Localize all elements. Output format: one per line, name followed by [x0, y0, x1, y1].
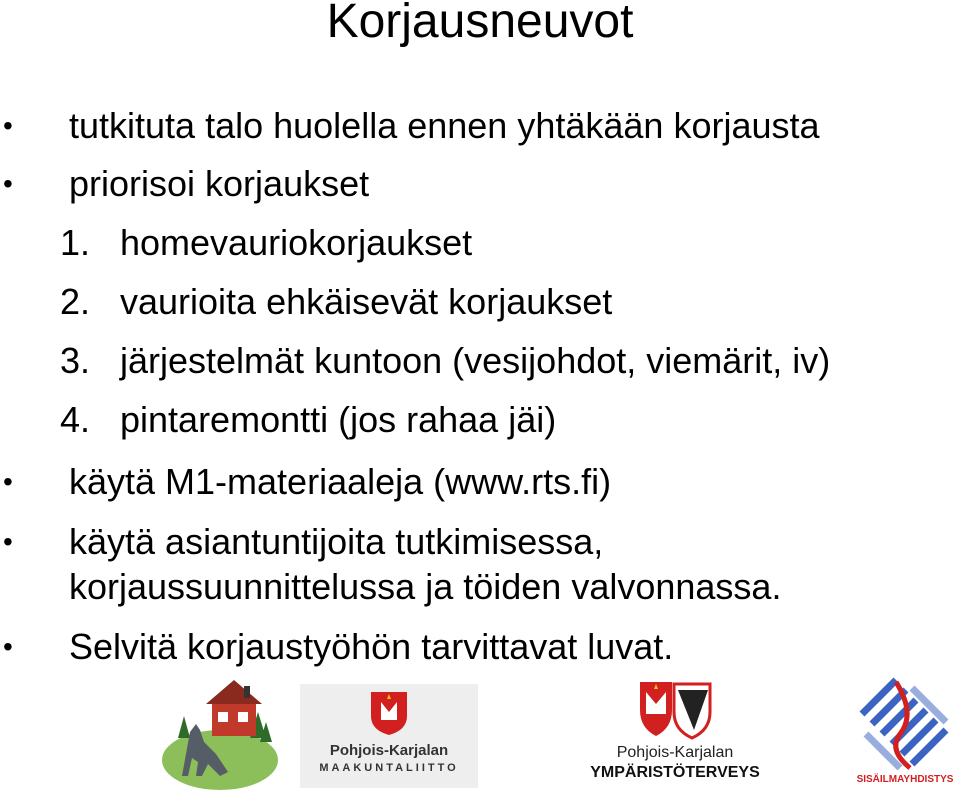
wolf-cabin-logo — [160, 672, 280, 790]
priority-item: vaurioita ehkäisevät korjaukset — [120, 281, 613, 322]
sisailma-name: SISÄILMAYHDISTYS — [856, 774, 954, 785]
priority-number: 4. — [60, 399, 91, 440]
slide-title: Korjausneuvot — [326, 0, 634, 48]
maakuntaliitto-sub: MAAKUNTALIITTO — [319, 762, 459, 774]
maakuntaliitto-logo — [300, 684, 478, 788]
bullet-dot: • — [3, 168, 13, 199]
bullet-item: käytä asiantuntijoita tutkimisessa, — [69, 521, 604, 562]
bullet-dot: • — [3, 526, 13, 557]
coat-of-arms-icon — [638, 680, 712, 742]
maakuntaliitto-name: Pohjois-Karjalan — [329, 742, 449, 759]
ymparistoterveys-name: Pohjois-Karjalan — [616, 744, 734, 761]
ymparistoterveys-sub: YMPÄRISTÖTERVEYS — [590, 764, 760, 781]
bullet-item: Selvitä korjaustyöhön tarvittavat luvat. — [69, 626, 674, 667]
bullet-dot: • — [3, 631, 13, 662]
priority-item: pintaremontti (jos rahaa jäi) — [120, 399, 557, 440]
bullet-item: priorisoi korjaukset — [69, 163, 370, 204]
bullet-item: tutkituta talo huolella ennen yhtäkään korjausta — [69, 105, 820, 146]
priority-item: homevauriokorjaukset — [120, 222, 473, 263]
priority-number: 1. — [60, 222, 91, 263]
bullet-dot: • — [3, 466, 13, 497]
priority-item: järjestelmät kuntoon (vesijohdot, viemärit, iv) — [120, 340, 831, 381]
priority-number: 2. — [60, 281, 91, 322]
sisailmayhdistys-logo — [852, 674, 958, 792]
priority-number: 3. — [60, 340, 91, 381]
bullet-dot: • — [3, 110, 13, 141]
bullet-item-continuation: korjaussuunnittelussa ja töiden valvonnassa. — [69, 566, 782, 607]
ymparistoterveys-logo — [580, 676, 770, 788]
sisailma-symbol-icon — [852, 674, 958, 770]
bullet-item: käytä M1-materiaaleja (www.rts.fi) — [69, 461, 612, 502]
coat-of-arms-icon — [369, 690, 409, 736]
